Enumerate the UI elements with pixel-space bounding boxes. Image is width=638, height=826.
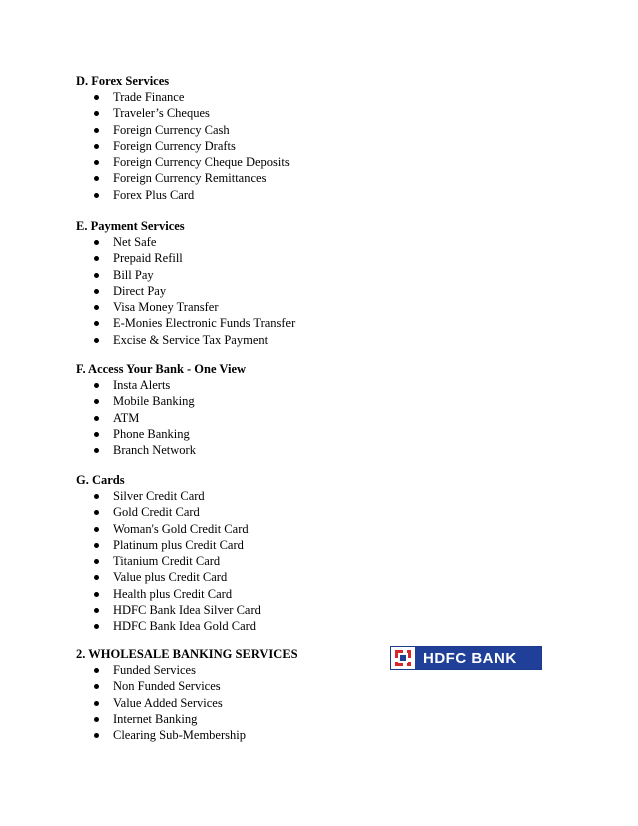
list-item: Health plus Credit Card <box>76 586 261 602</box>
bullet-list <box>76 662 298 743</box>
list-item: Trade Finance <box>76 89 290 105</box>
list-item: Phone Banking <box>76 426 246 442</box>
list-item: E-Monies Electronic Funds Transfer <box>76 315 295 331</box>
section-heading: E. Payment Services <box>76 219 185 233</box>
list-item: Value Added Services <box>76 695 298 711</box>
section-payment-services <box>76 218 295 348</box>
list-item: Silver Credit Card <box>76 488 261 504</box>
list-item: Clearing Sub-Membership <box>76 727 298 743</box>
list-item: Visa Money Transfer <box>76 299 295 315</box>
list-item: Gold Credit Card <box>76 504 261 520</box>
section-wholesale-banking <box>76 646 298 743</box>
list-item: Titanium Credit Card <box>76 553 261 569</box>
bullet-list <box>76 377 246 458</box>
section-access-your-bank <box>76 361 246 458</box>
section-heading: G. Cards <box>76 473 125 487</box>
bullet-list <box>76 488 261 635</box>
list-item: HDFC Bank Idea Gold Card <box>76 618 261 634</box>
list-item: Mobile Banking <box>76 393 246 409</box>
list-item: Direct Pay <box>76 283 295 299</box>
list-item: Platinum plus Credit Card <box>76 537 261 553</box>
list-item: Traveler’s Cheques <box>76 105 290 121</box>
list-item: Woman's Gold Credit Card <box>76 521 261 537</box>
list-item: ATM <box>76 410 246 426</box>
bullet-list <box>76 89 290 203</box>
list-item: Bill Pay <box>76 267 295 283</box>
list-item: Non Funded Services <box>76 678 298 694</box>
list-item: Foreign Currency Remittances <box>76 170 290 186</box>
list-item: Internet Banking <box>76 711 298 727</box>
section-heading: 2. WHOLESALE BANKING SERVICES <box>76 647 298 661</box>
list-item: Foreign Currency Cheque Deposits <box>76 154 290 170</box>
list-item: Foreign Currency Cash <box>76 122 290 138</box>
hdfc-bank-logo <box>390 646 542 670</box>
logo-text: HDFC BANK <box>423 649 517 667</box>
list-item: Excise & Service Tax Payment <box>76 332 295 348</box>
section-heading: F. Access Your Bank - One View <box>76 362 247 376</box>
list-item: Net Safe <box>76 234 295 250</box>
bullet-list <box>76 234 295 348</box>
list-item: Branch Network <box>76 442 246 458</box>
section-cards <box>76 472 261 635</box>
list-item: Foreign Currency Drafts <box>76 138 290 154</box>
section-forex-services <box>76 73 290 203</box>
list-item: HDFC Bank Idea Silver Card <box>76 602 261 618</box>
list-item: Funded Services <box>76 662 298 678</box>
list-item: Value plus Credit Card <box>76 569 261 585</box>
section-heading: D. Forex Services <box>76 74 170 88</box>
list-item: Prepaid Refill <box>76 250 295 266</box>
list-item: Forex Plus Card <box>76 187 290 203</box>
hdfc-logo-icon <box>391 647 415 669</box>
list-item: Insta Alerts <box>76 377 246 393</box>
